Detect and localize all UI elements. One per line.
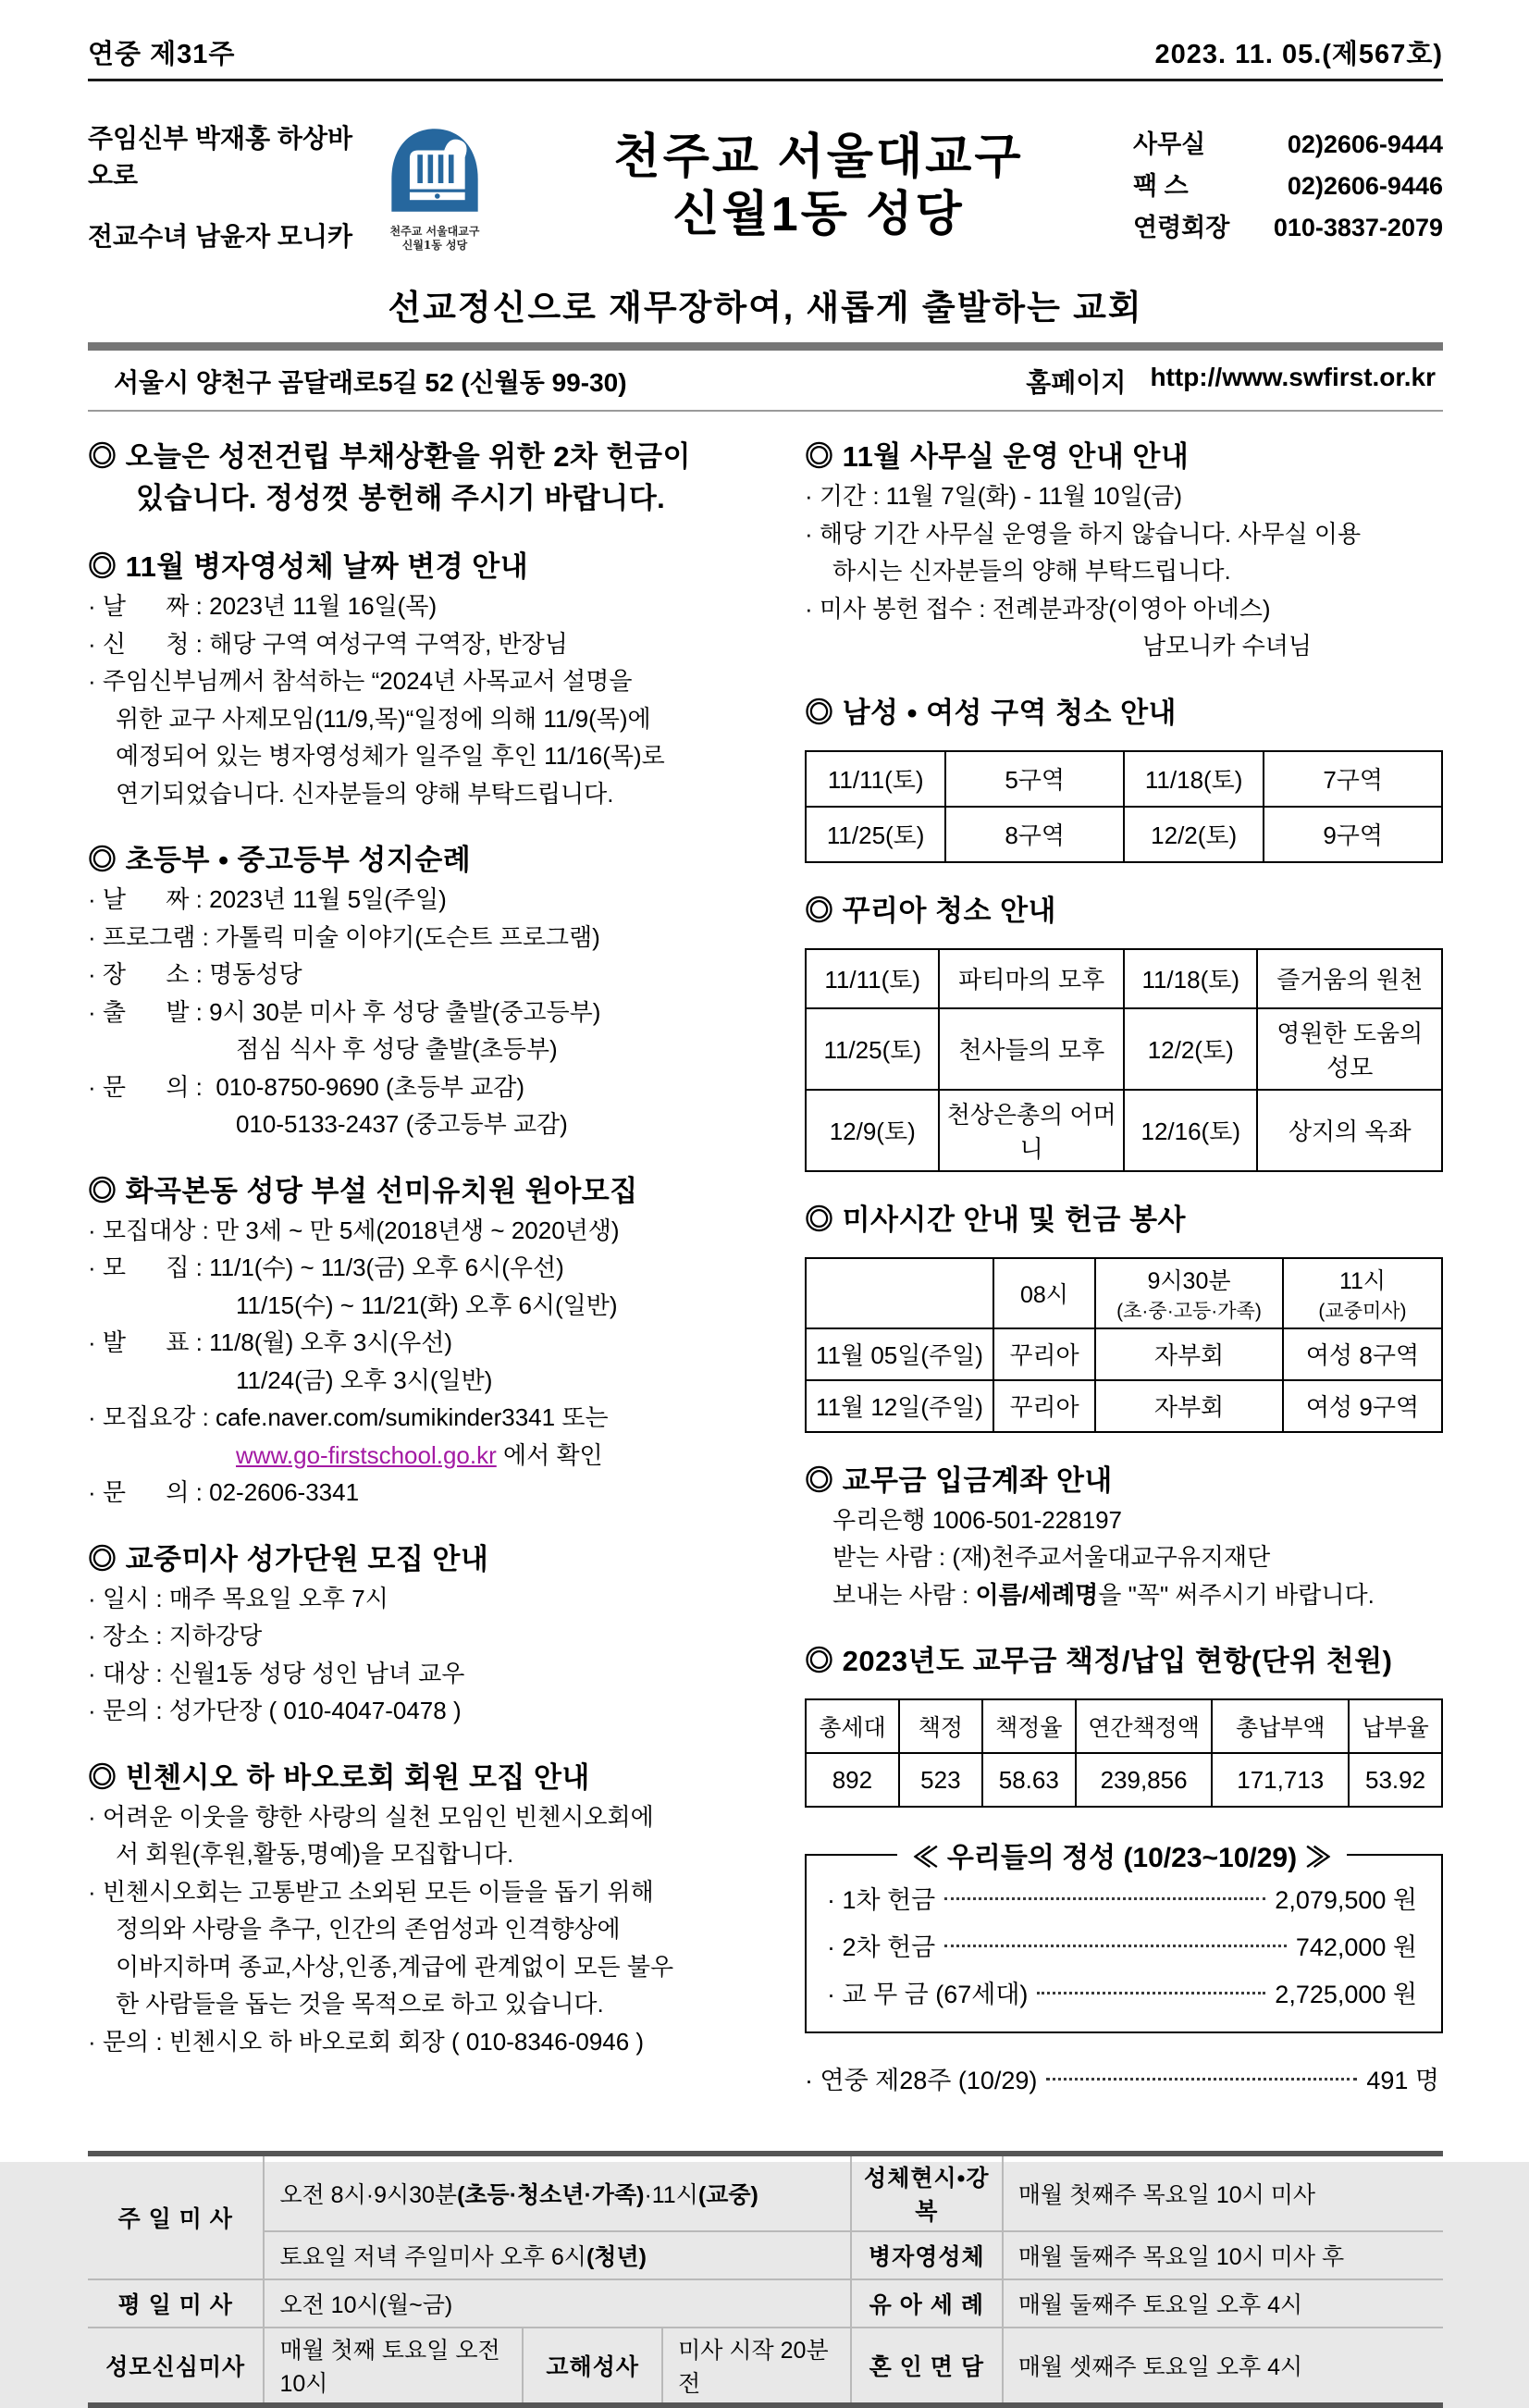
dotted-leader (944, 1945, 1287, 1947)
eucharist-exposition-label: 성체현시•강복 (851, 2154, 1003, 2231)
text-segment: · 빈첸시오회는 고통받고 소외된 모든 이들을 돕기 위해 (88, 1877, 654, 1906)
table-cell: 11/25(토) (806, 807, 945, 862)
offering-label: · 1차 헌금 (827, 1886, 936, 1914)
table-header-cell (993, 1258, 1095, 1328)
text-line (88, 1948, 781, 1986)
contact-office-label: 사무실 (1133, 130, 1206, 158)
text-line (88, 1910, 781, 1948)
text-segment: 을 "꼭" 써주시기 바랍니다. (1098, 1580, 1375, 1609)
address-divider (88, 410, 1443, 412)
offering-label: · 연중 제28주 (10/29) (805, 2067, 1038, 2094)
header-line: 총납부액 (1235, 1715, 1326, 1741)
contact-office (1133, 124, 1443, 166)
text-segment: · 문의 : 빈첸시오 하 바오로회 회장 ( 010-8346-0946 ) (88, 2027, 645, 2056)
section-heading: ◎ 미사시간 안내 및 헌금 봉사 (805, 1203, 1186, 1236)
table-header-row (806, 1699, 1442, 1753)
text-segment: · 문 의 : 010-8750-9690 (초등부 교감) (88, 1072, 525, 1101)
dotted-leader (1037, 1992, 1265, 1994)
contact-chair-label: 연령회장 (1133, 213, 1230, 241)
table-header-cell (1283, 1258, 1442, 1328)
issue-date-label: 2023. 11. 05.(제567호) (1154, 40, 1443, 69)
text-line (805, 590, 1443, 628)
text-line (88, 1474, 781, 1512)
logo-caption-line1: 천주교 서울대교구 (389, 224, 480, 238)
address-row (88, 351, 1443, 410)
text-segment: 이바지하며 종교,사상,인종,계급에 관계없이 모든 불우 (116, 1952, 674, 1981)
text-line (88, 1655, 781, 1693)
text-segment: · 모 집 : 11/1(수) ~ 11/3(금) 오후 6시(우선) (88, 1253, 564, 1281)
text-line (88, 737, 781, 775)
table-row (806, 1753, 1442, 1807)
text-segment: · 출 발 : 9시 30분 미사 후 성당 출발(중고등부) (88, 997, 601, 1026)
text-line (88, 994, 781, 1031)
text-line (88, 881, 781, 919)
table-row (806, 751, 1442, 807)
text-line (805, 1501, 1443, 1539)
text-line (805, 515, 1443, 553)
text-segment: ·11시 (644, 2182, 698, 2208)
text-segment: · 미사 봉헌 접수 : 전례분과장(이영아 아네스) (805, 594, 1271, 623)
table-row (806, 1090, 1442, 1171)
pastor-name: 주임신부 박재홍 하상바오로 (88, 124, 353, 190)
contact-fax-number: 02)2606-9446 (1287, 171, 1443, 200)
text-segment: 11/15(수) ~ 11/21(화) 오후 6시(일반) (236, 1290, 618, 1319)
text-line (88, 1362, 781, 1400)
table-cell: 171,713 (1212, 1753, 1349, 1807)
parish-logo-icon (383, 120, 487, 220)
text-segment: 한 사람들을 돕는 것을 목적으로 하고 있습니다. (116, 1990, 604, 2018)
text-segment: 받는 사람 : (재)천주교서울대교구유지재단 (832, 1543, 1271, 1571)
table-cell: 자부회 (1095, 1328, 1283, 1380)
data-table (805, 1698, 1443, 1808)
section (805, 436, 1443, 665)
clergy-block (88, 94, 365, 278)
text-segment: 010-5133-2437 (중고등부 교감) (236, 1110, 568, 1138)
parish-slogan: 선교정신으로 재무장하여, 새롭게 출발하는 교회 (388, 289, 1143, 327)
data-table (805, 948, 1443, 1172)
table-cell: 11/11(토) (806, 949, 939, 1008)
marian-mass-value: 매월 첫째 토요일 오전 10시 (264, 2328, 523, 2405)
text-line (88, 775, 781, 813)
table-cell: 즐거움의 원천 (1257, 949, 1442, 1008)
table-cell: 58.63 (982, 1753, 1076, 1807)
text-segment: · 장소 : 지하강당 (88, 1622, 263, 1649)
left-column (88, 436, 781, 2123)
contact-office-number: 02)2606-9444 (1287, 130, 1443, 158)
header-line: (교중미사) (1318, 1300, 1407, 1322)
homepage-url-link[interactable]: http://www.swfirst.or.kr (1150, 363, 1436, 391)
table-cell: 11/18(토) (1124, 751, 1264, 807)
text-segment: · 주임신부님께서 참석하는 “2024년 사목교서 설명을 (88, 667, 633, 695)
section (88, 436, 781, 519)
text-segment: 위한 교구 사제모임(11/9,목)“일정에 의해 11/9(목)에 (116, 704, 651, 733)
infant-baptism-label: 유 아 세 례 (851, 2279, 1003, 2328)
top-info-row (88, 33, 1443, 71)
sunday-mass-time-2 (264, 2231, 850, 2279)
contact-fax (1133, 166, 1443, 207)
table-cell: 천사들의 모후 (939, 1008, 1124, 1090)
table-header-cell (1212, 1699, 1349, 1753)
table-cell: 12/2(토) (1124, 807, 1264, 862)
sick-communion-label: 병자영성체 (851, 2231, 1003, 2279)
infant-baptism-value: 매월 둘째주 토요일 오후 4시 (1003, 2279, 1443, 2328)
sister-name: 전교수녀 남윤자 모니카 (88, 222, 353, 251)
weekday-mass-value: 오전 10시(월~금) (264, 2279, 850, 2328)
text-line (88, 956, 781, 994)
table-row (806, 1380, 1442, 1432)
table-cell: 523 (899, 1753, 982, 1807)
text-segment: · 문의 : 성가단장 ( 010-4047-0478 ) (88, 1697, 462, 1724)
offering-row (827, 1971, 1417, 2019)
offering-label: · 2차 헌금 (827, 1933, 936, 1961)
data-table (805, 750, 1443, 863)
table-cell: 영원한 도움의 성모 (1257, 1008, 1442, 1090)
header-line: 책정율 (995, 1715, 1063, 1741)
text-segment: 이름/세례명 (975, 1580, 1099, 1609)
offering-amount: 491 명 (1366, 2067, 1439, 2094)
table-cell: 파티마의 모후 (939, 949, 1124, 1008)
section-heading: 있습니다. 정성껏 봉헌해 주시기 바랍니다. (136, 482, 666, 514)
table-row (806, 1008, 1442, 1090)
offering-amount: 742,000 원 (1295, 1933, 1417, 1961)
header-line: 08시 (1020, 1281, 1068, 1308)
text-segment: 예정되어 있는 병자영성체가 일주일 후인 11/16(목)로 (116, 742, 665, 770)
text-segment: · 해당 기간 사무실 운영을 하지 않습니다. 사무실 이용 (805, 519, 1362, 548)
table-cell: 자부회 (1095, 1380, 1283, 1432)
table-cell: 12/9(토) (806, 1090, 939, 1171)
dotted-leader (1046, 2078, 1357, 2081)
section (88, 1538, 781, 1730)
header-line: (초·중·고등·가족) (1116, 1300, 1262, 1322)
text-line (88, 662, 781, 700)
section (805, 2060, 1443, 2096)
text-segment: · 날 짜 : 2023년 11월 16일(목) (88, 592, 438, 620)
text-line (88, 1249, 781, 1287)
text-segment: · 문 의 : 02-2606-3341 (88, 1478, 360, 1506)
text-segment: · 일시 : 매주 목요일 오후 7시 (88, 1584, 388, 1612)
confession-label: 고해성사 (523, 2328, 662, 2405)
text-segment: (초등·청소년·가족) (457, 2182, 645, 2208)
table-cell: 여성 8구역 (1283, 1328, 1442, 1380)
text-line (88, 1287, 781, 1325)
section (805, 890, 1443, 1172)
table-cell: 12/16(토) (1124, 1090, 1257, 1171)
text-line (88, 1985, 781, 2023)
table-header-cell (1076, 1699, 1213, 1753)
text-segment: · 날 짜 : 2023년 11월 5일(주일) (88, 885, 447, 913)
divider-bar (88, 342, 1443, 351)
text-segment: 우리은행 1006-501-228197 (832, 1505, 1122, 1534)
section (88, 1170, 781, 1512)
table-cell: 11월 05일(주일) (806, 1328, 993, 1380)
table-cell: 239,856 (1076, 1753, 1213, 1807)
text-segment: 점심 식사 후 성당 출발(초등부) (236, 1035, 558, 1063)
homepage-label: 홈페이지 (1026, 368, 1127, 397)
offering-box (805, 1834, 1443, 2033)
marriage-interview-label: 혼 인 면 담 (851, 2328, 1003, 2405)
section (88, 1757, 781, 2061)
section-heading: ◎ 교무금 입금계좌 안내 (805, 1463, 1113, 1497)
logo-caption-line2: 신월1동 성당 (401, 238, 468, 252)
text-line (805, 627, 1443, 665)
parish-logo-block (365, 120, 504, 253)
section-heading: ◎ 11월 사무실 운영 안내 안내 (805, 440, 1190, 473)
sick-communion-value: 매월 둘째주 목요일 10시 미사 후 (1003, 2231, 1443, 2279)
text-segment: 보내는 사람 : (832, 1580, 976, 1609)
text-segment: 에서 확인 (496, 1440, 603, 1469)
table-cell: 천상은총의 어머니 (939, 1090, 1124, 1171)
text-line (88, 1324, 781, 1362)
section-heading: ◎ 2023년도 교무금 책정/납입 현항(단위 천원) (805, 1645, 1393, 1677)
offering-amount: 2,079,500 원 (1275, 1886, 1417, 1914)
header-line: 11시 (1338, 1267, 1387, 1294)
text-segment: · 모집대상 : 만 3세 ~ 만 5세(2018년생 ~ 2020년생) (88, 1216, 620, 1244)
marriage-interview-value: 매월 셋째주 토요일 오후 4시 (1003, 2328, 1443, 2405)
table-header-cell (1095, 1258, 1283, 1328)
contact-chair (1133, 207, 1443, 249)
section (88, 546, 781, 812)
confession-value: 미사 시작 20분 전 (662, 2328, 851, 2405)
offering-row (827, 1924, 1417, 1971)
homepage-block (1026, 363, 1436, 400)
diocese-name: 천주교 서울대교구 (613, 130, 1024, 184)
text-segment: · 어려운 이웃을 향한 사랑의 실천 모임인 빈첸시오회에 (88, 1802, 654, 1831)
text-line (88, 1031, 781, 1068)
section-heading: ◎ 빈첸시오 하 바오로회 회원 모집 안내 (88, 1760, 590, 1794)
section (805, 1460, 1443, 1614)
mass-schedule-table (88, 2151, 1443, 2408)
text-line (88, 1873, 781, 1911)
text-line (88, 1798, 781, 1836)
inline-link[interactable]: www.go-firstschool.go.kr (236, 1440, 497, 1469)
table-cell: 11월 12일(주일) (806, 1380, 993, 1432)
sunday-mass-time-1 (264, 2154, 850, 2231)
header-line: 총세대 (819, 1715, 886, 1741)
section-heading: ◎ 꾸리아 청소 안내 (805, 894, 1056, 927)
text-segment: · 장 소 : 명동성당 (88, 960, 302, 988)
text-line (805, 1538, 1443, 1576)
text-line (88, 1399, 781, 1437)
section (805, 1199, 1443, 1433)
liturgical-week-label: 연중 제31주 (88, 40, 236, 69)
table-cell: 12/2(토) (1124, 1008, 1257, 1090)
table-cell: 7구역 (1264, 751, 1442, 807)
table-row (806, 807, 1442, 862)
table-header-cell (982, 1699, 1076, 1753)
text-line (88, 1617, 781, 1655)
offering-row (827, 1877, 1417, 1924)
church-name-block (504, 129, 1133, 243)
header-line: 연간책정액 (1088, 1715, 1200, 1741)
section (805, 1640, 1443, 1808)
table-cell: 꾸리아 (993, 1380, 1095, 1432)
text-segment: (청년) (586, 2244, 647, 2270)
offering-amount: 2,725,000 원 (1275, 1981, 1417, 2008)
text-line (88, 1692, 781, 1730)
text-segment: 서 회원(후원,활동,명예)을 모집합니다. (116, 1840, 514, 1868)
header-line: 9시30분 (1147, 1267, 1231, 1294)
section (805, 692, 1443, 863)
section-heading: ◎ 남성 • 여성 구역 청소 안내 (805, 696, 1177, 729)
text-line (805, 552, 1443, 590)
header-divider (88, 79, 1443, 81)
text-segment: · 대상 : 신월1동 성당 성인 남녀 교우 (88, 1659, 465, 1687)
masthead (88, 94, 1443, 278)
text-line (88, 625, 781, 663)
table-cell: 11/18(토) (1124, 949, 1257, 1008)
text-segment: 남모니카 수녀님 (1142, 632, 1313, 660)
marian-mass-label: 성모신심미사 (88, 2328, 264, 2405)
text-segment: 하시는 신자분들의 양해 부탁드립니다. (832, 557, 1231, 585)
table-row (806, 1328, 1442, 1380)
sunday-mass-label: 주 일 미 사 (88, 2154, 264, 2279)
offering-box-title: ≪ 우리들의 정성 (10/23~10/29) ≫ (911, 1843, 1333, 1873)
text-line (88, 1437, 781, 1475)
contact-fax-label: 팩 스 (1133, 171, 1189, 200)
table-cell: 꾸리아 (993, 1328, 1095, 1380)
text-segment: · 신 청 : 해당 구역 여성구역 구역장, 반장님 (88, 629, 568, 658)
table-cell: 9구역 (1264, 807, 1442, 862)
text-segment: 11/24(금) 오후 3시(일반) (236, 1365, 493, 1394)
text-line (805, 477, 1443, 515)
table-cell: 11/11(토) (806, 751, 945, 807)
text-line (88, 587, 781, 625)
table-header-cell (1349, 1699, 1442, 1753)
text-line (88, 1835, 781, 1873)
text-line (805, 1576, 1443, 1614)
text-segment: · 프로그램 : 가톨릭 미술 이야기(도슨트 프로그램) (88, 922, 600, 951)
contact-chair-number: 010-3837-2079 (1273, 213, 1443, 241)
offering-label: · 교 무 금 (67세대) (827, 1981, 1029, 2008)
attendance-row (805, 2060, 1443, 2096)
section (805, 1834, 1443, 2033)
text-line (88, 1105, 781, 1143)
text-segment: 오전 8시·9시30분 (279, 2182, 458, 2208)
parish-address: 서울시 양천구 곰달래로5길 52 (신월동 99-30) (114, 368, 627, 397)
table-header-cell (806, 1699, 899, 1753)
text-segment: 토요일 저녁 주일미사 오후 6시 (279, 2244, 586, 2270)
text-line (88, 1212, 781, 1250)
section-heading: ◎ 초등부 • 중고등부 성지순례 (88, 844, 472, 876)
text-line (88, 919, 781, 957)
text-segment: 정의와 사랑을 추구, 인간의 존엄성과 인격향상에 (116, 1915, 621, 1943)
text-line (88, 1580, 781, 1618)
table-cell: 11/25(토) (806, 1008, 939, 1090)
section-heading: ◎ 화곡본동 성당 부설 선미유치원 원아모집 (88, 1174, 638, 1207)
table-row (806, 949, 1442, 1008)
text-line (88, 1068, 781, 1106)
dotted-leader (944, 1897, 1265, 1900)
header-line: 납부율 (1362, 1715, 1429, 1741)
content-columns (88, 436, 1443, 2123)
right-column (805, 436, 1443, 2123)
section (88, 839, 781, 1143)
table-header-cell (899, 1699, 982, 1753)
table-cell: 여성 9구역 (1283, 1380, 1442, 1432)
contact-block (1133, 124, 1443, 249)
table-cell: 상지의 옥좌 (1257, 1090, 1442, 1171)
header-line: 책정 (918, 1715, 964, 1741)
text-segment: · 모집요강 : cafe.naver.com/sumikinder3341 또는 (88, 1403, 609, 1431)
table-header-row (806, 1258, 1442, 1328)
weekday-mass-label: 평 일 미 사 (88, 2279, 264, 2328)
text-segment: · 발 표 : 11/8(월) 오후 3시(우선) (88, 1328, 453, 1356)
table-cell: 53.92 (1349, 1753, 1442, 1807)
parish-name: 신월1동 성당 (672, 188, 965, 241)
text-line (88, 700, 781, 738)
text-segment: (교중) (697, 2182, 758, 2208)
text-segment: · 기간 : 11월 7일(화) - 11월 10일(금) (805, 482, 1183, 510)
table-cell: 892 (806, 1753, 899, 1807)
table-cell: 8구역 (945, 807, 1124, 862)
section-heading: ◎ 11월 병자영성체 날짜 변경 안내 (88, 550, 529, 583)
text-segment: 연기되었습니다. 신자분들의 양해 부탁드립니다. (116, 779, 614, 808)
table-header-cell (806, 1258, 993, 1328)
text-line (88, 2023, 781, 2061)
section-heading: ◎ 오늘은 성전건립 부채상환을 위한 2차 헌금이 (88, 440, 691, 473)
table-cell: 5구역 (945, 751, 1124, 807)
eucharist-exposition-value: 매월 첫째주 목요일 10시 미사 (1003, 2154, 1443, 2231)
data-table (805, 1257, 1443, 1433)
section-heading: ◎ 교중미사 성가단원 모집 안내 (88, 1542, 489, 1575)
